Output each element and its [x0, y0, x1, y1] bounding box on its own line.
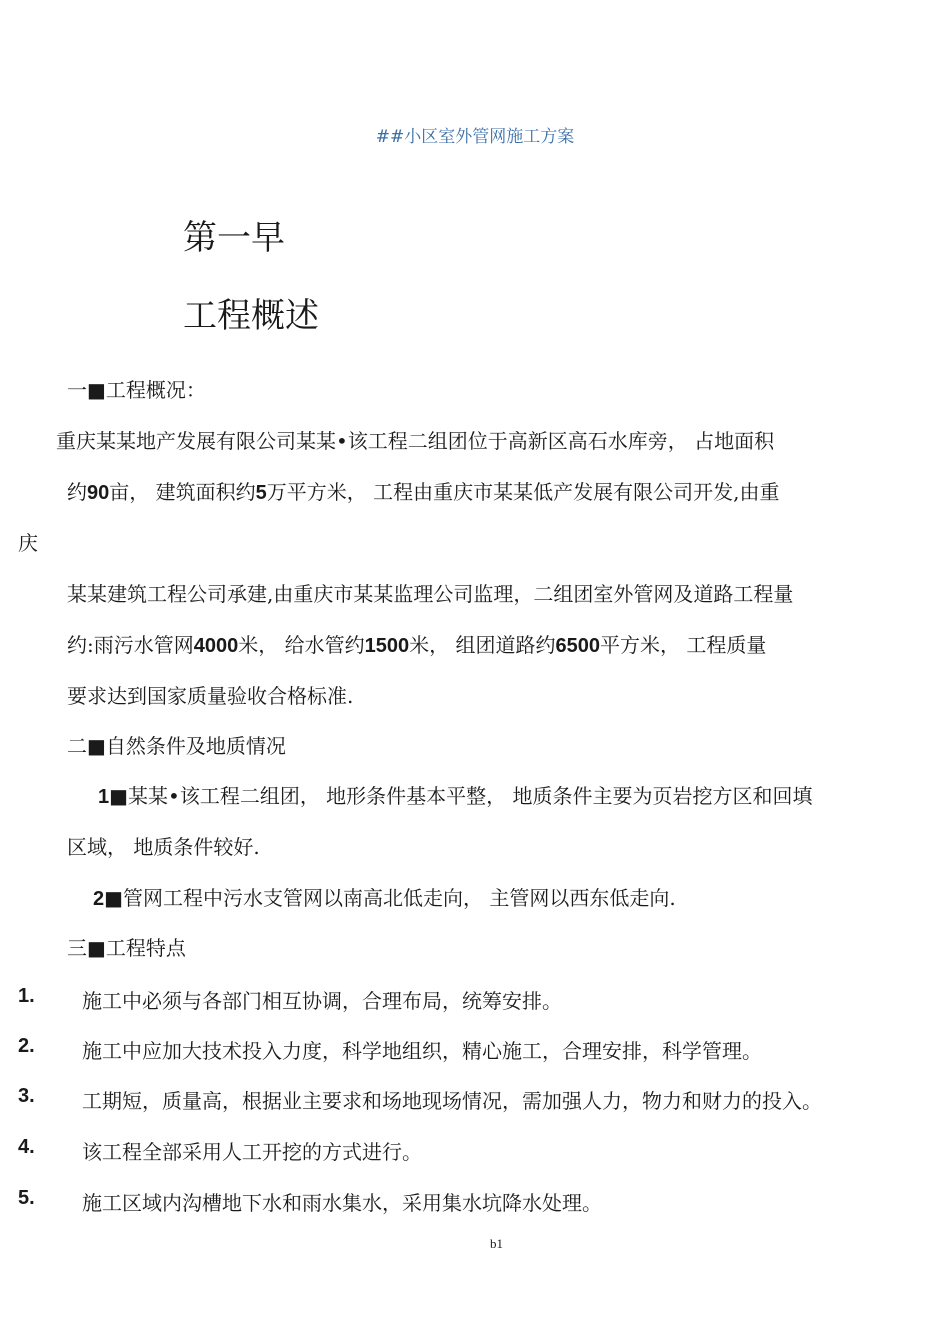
number-value: 1500	[364, 635, 410, 657]
list-number: 4.	[18, 1136, 35, 1158]
item-text: ■管网工程中污水支管网以南高北低走向， 主管网以西东低走向.	[104, 886, 676, 910]
text-segment: 约	[67, 480, 87, 504]
chapter-number: 第一早	[183, 218, 285, 258]
item-text: ■某某•该工程二组团， 地形条件基本平整， 地质条件主要为页岩挖方区和回填	[109, 784, 813, 808]
paragraph-line	[67, 476, 779, 505]
number-value: 4000	[193, 635, 239, 657]
list-item-text: 施工区域内沟槽地下水和雨水集水，采用集水坑降水处理。	[82, 1191, 602, 1215]
text-segment: 亩， 建筑面积约	[109, 480, 256, 504]
list-item-text: 该工程全部采用人工开挖的方式进行。	[82, 1140, 422, 1164]
text-segment: 约:雨污水管网	[67, 633, 194, 657]
number-value: 5	[255, 482, 267, 504]
condition-item	[98, 780, 813, 809]
list-number: 1.	[18, 985, 35, 1007]
condition-item	[93, 882, 676, 911]
paragraph-line: 要求达到国家质量验收合格标准.	[67, 684, 354, 708]
paragraph-line: 某某建筑工程公司承建,由重庆市某某监理公司监理，二组团室外管网及道路工程量	[67, 582, 794, 606]
text-segment: 米， 组团道路约	[409, 633, 556, 657]
list-number: 2.	[18, 1035, 35, 1057]
paragraph-line	[67, 629, 766, 658]
paragraph-line: 区域， 地质条件较好.	[67, 835, 260, 859]
paragraph-line: 重庆某某地产发展有限公司某某•该工程二组团位于高新区高石水库旁， 占地面积	[56, 429, 775, 453]
list-item-text: 施工中应加大技术投入力度，科学地组织，精心施工，合理安排，科学管理。	[82, 1039, 762, 1063]
page-number: b1	[490, 1236, 503, 1251]
list-number: 5.	[18, 1187, 35, 1209]
section-heading-3: 三■工程特点	[67, 936, 186, 960]
number-value: 90	[87, 482, 110, 504]
text-segment: 米， 给水管约	[238, 633, 365, 657]
paragraph-line: 庆	[18, 531, 38, 555]
number-value: 6500	[555, 635, 600, 657]
document-header: ##小区室外管网施工方案	[375, 127, 575, 147]
text-segment: 平方米， 工程质量	[599, 633, 767, 657]
item-number: 1	[98, 786, 110, 808]
list-item-text: 工期短，质量高，根据业主要求和场地现场情况，需加强人力，物力和财力的投入。	[82, 1089, 822, 1113]
section-heading-1: 一■工程概况：	[67, 378, 206, 402]
list-item-text: 施工中必须与各部门相互协调，合理布局，统筹安排。	[82, 989, 562, 1013]
item-number: 2	[93, 888, 105, 910]
text-segment: 万平方米， 工程由重庆市某某低产发展有限公司开发,由重	[266, 480, 780, 504]
section-heading-2: 二■自然条件及地质情况	[67, 734, 286, 758]
list-number: 3.	[18, 1085, 35, 1107]
chapter-title: 工程概述	[183, 296, 319, 336]
